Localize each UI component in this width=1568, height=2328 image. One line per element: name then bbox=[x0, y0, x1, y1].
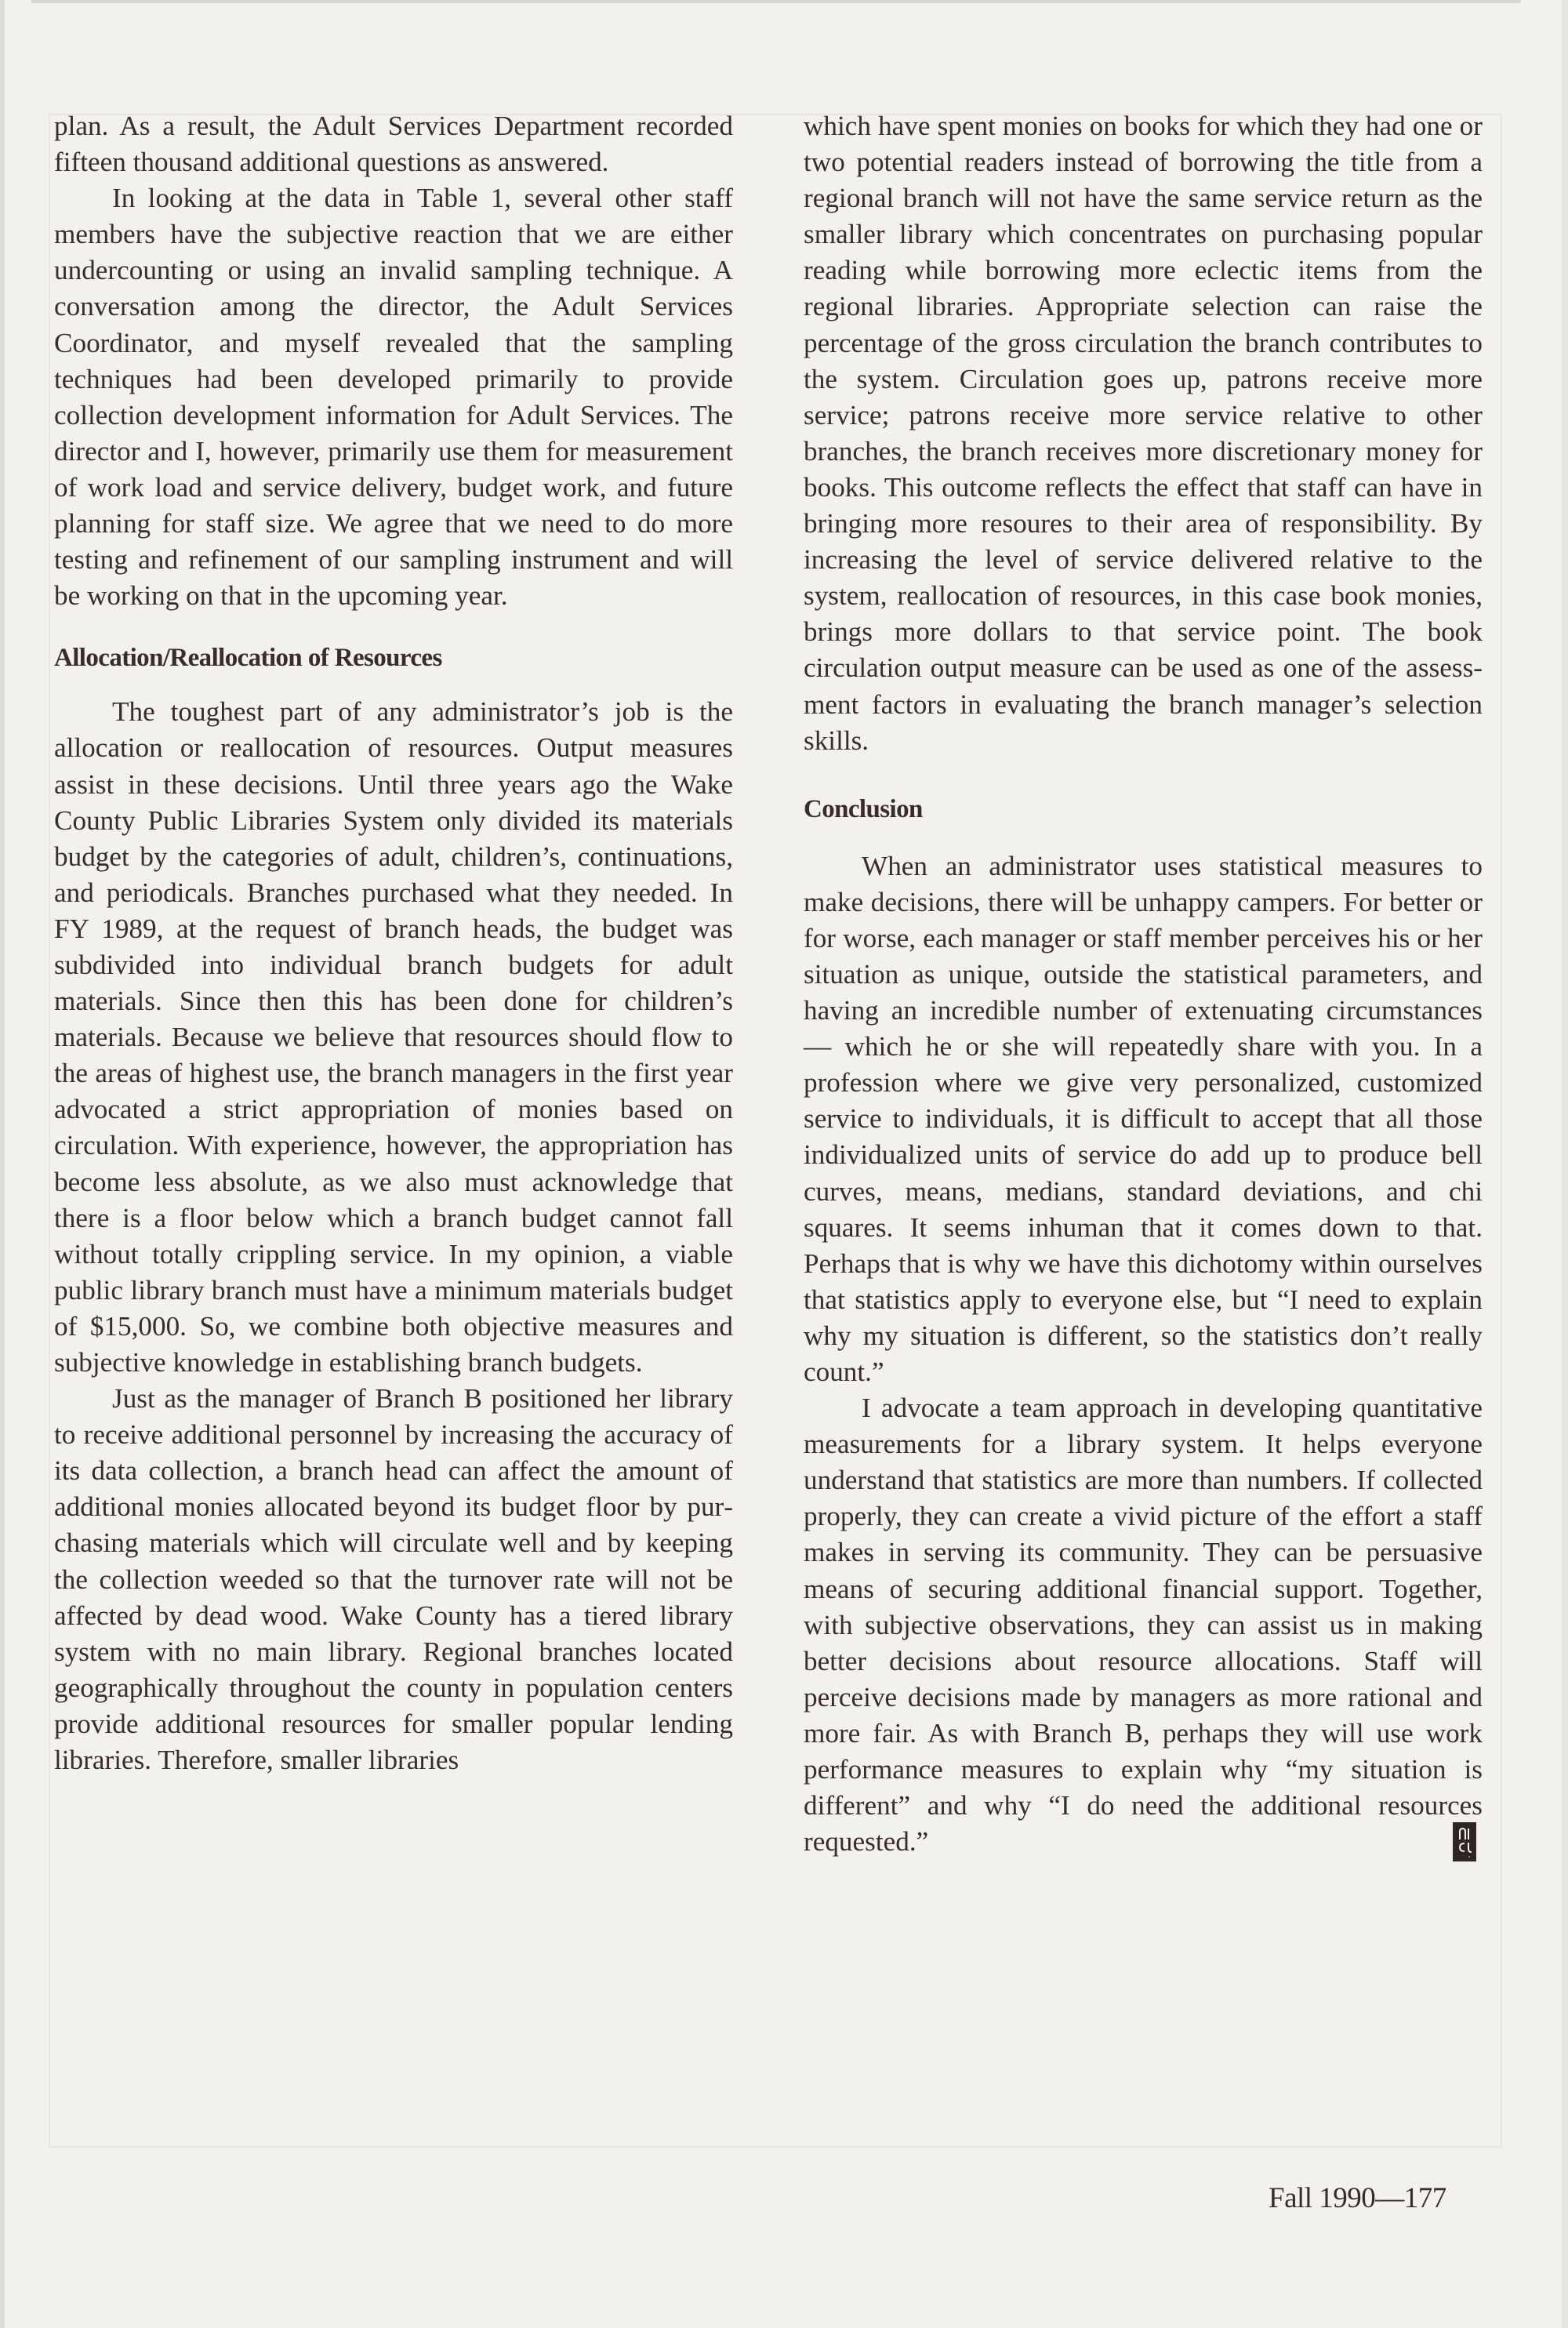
section-heading-allocation: Allocation/Reallocation of Resources bbox=[54, 644, 442, 673]
paragraph: I advocate a team approach in developing quantitative measurements for a library system. It helps everyone understand that statistics are more than numbers. If collected properly, they can create a vivid picture of the effort a staff makes in serving its community. They can be persuasive means of securing additional financial support. Together, with subjective observations, they can assist us in making better decisions about resource allocations. Staff will perceive decisions made by managers as more rational and more fair. As with Branch B, perhaps they will use work performance measures to explain why “my situation is different” and why “I do need the additional resources requested.” bbox=[804, 1393, 1483, 1858]
page-edge-left bbox=[0, 0, 5, 2328]
paragraph: which have spent monies on books for which they had one or two potential readers instead of borrowing the title from a regional branch will not have the same service return as the smaller library which concentrates on purchasing popular reading while borrowing more eclectic items from the regional libraries. Appropriate selection can raise the percentage of the gross circulation the branch contributes to the system. Circulation goes up, patrons receive more service; patrons receive more service relative to other branches, the branch receives more discretionary money for books. This outcome reflects the effect that staff can have in bringing more resoures to their area of responsibility. By increasing the level of service delivered relative to the system, reallocation of resources, in this case book monies, brings more dollars to that service point. The book circulation output measure can be used as one of the assessment factors in evaluating the branch manager’s selection skills. bbox=[804, 111, 1483, 756]
final-paragraph-wrap bbox=[804, 1390, 1483, 1860]
page-folio: Fall 1990—177 bbox=[1269, 2182, 1446, 2214]
paragraph: plan. As a result, the Adult Services Department recorded fifteen thousand additional questions as answered. bbox=[54, 111, 733, 178]
left-column bbox=[54, 108, 733, 1778]
paragraph: The toughest part of any administrator’s job is the allocation or reallocation of resources. Output measures assist in these decisions. Until three years ago the Wake County Public Libraries System only divided its materials budget by the categories of adult, children’s, continuations, and periodicals. Branches purchased what they needed. In FY 1989, at the request of branch heads, the budget was subdivided into individual branch budgets for adult materials. Since then this has been done for children’s materials. Because we believe that resources should flow to the areas of highest use, the branch managers in the first year advocated a strict appropriation of monies based on circulation. With experience, however, the appropriation has become less absolute, as we also must acknowledge that there is a floor below which a branch budget cannot fall without totally crippling service. In my opinion, a viable public library branch must have a minimum materials budget of $15,000. So, we combine both objective measures and subjective knowledge in establishing branch budgets. bbox=[54, 696, 733, 1378]
paragraph: Just as the manager of Branch B positioned her library to receive additional personnel by increasing the accuracy of its data collection, a branch head can affect the amount of additional monies allocated beyond its budget floor by purchasing materials which will circulate well and by keeping the collection weeded so that the turnover rate will not be affected by dead wood. Wake County has a tiered library system with no main library. Regional branches located geographically throughout the county in population centers provide additional resources for smaller popular lending libraries. Therefore, smaller libraries bbox=[54, 1383, 733, 1776]
section-heading-conclusion: Conclusion bbox=[804, 794, 923, 823]
nlc-logo-end-mark-icon bbox=[1453, 1822, 1476, 1861]
paragraph: When an administrator uses statistical measures to make decisions, there will be unhappy campers. For better or for worse, each manager or staff member perceives his or her situation as unique, outside the statistical parameters, and having an incredible number of extenuating circumstances — which he or she will repeatedly share with you. In a profession where we give very personalized, customized service to individuals, it is difficult to accept that all those individualized units of service do add up to produce bell curves, means, medians, standard deviations, and chi squares. It seems inhuman that it comes down to that. Perhaps that is why we have this dichotomy within ourselves that statistics apply to everyone else, but “I need to explain why my situation is different, so the statistics don’t really count.” bbox=[804, 850, 1483, 1387]
top-bleed-through bbox=[31, 0, 1521, 3]
paragraph: In looking at the data in Table 1, several other staff members have the subjective reaction that we are either undercounting or using an invalid sampling technique. A conversation among the director, the Adult Services Coordinator, and myself revealed that the sampling techniques had been developed primarily to provide collection development information for Adult Services. The director and I, however, primarily use them for measurement of work load and service delivery, budget work, and future planning for staff size. We agree that we need to do more testing and refinement of our sampling instrument and will be working on that in the upcoming year. bbox=[54, 183, 733, 612]
right-column bbox=[804, 108, 1483, 1860]
page-edge-right bbox=[1562, 0, 1568, 2328]
